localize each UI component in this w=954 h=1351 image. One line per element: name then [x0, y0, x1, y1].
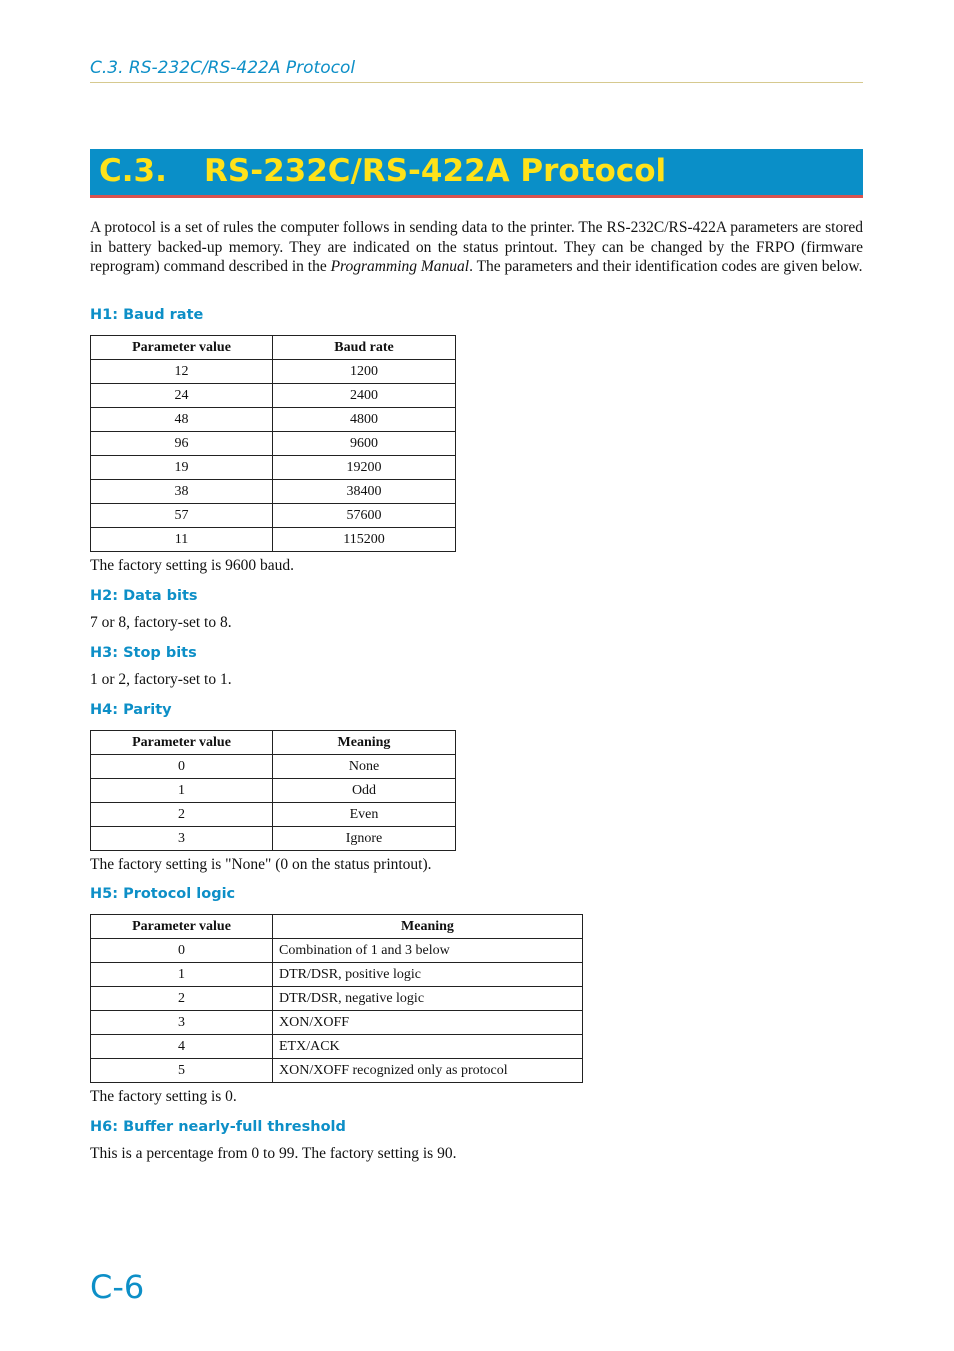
parameter-value-cell: 24	[91, 384, 273, 408]
intro-paragraph	[90, 218, 863, 277]
parameter-value-cell: 11	[91, 528, 273, 552]
value-cell: DTR/DSR, negative logic	[273, 987, 583, 1011]
intro-text-after: . The parameters and their identification codes are given below.	[469, 258, 863, 275]
parameter-value-cell: 19	[91, 456, 273, 480]
value-cell: 2400	[273, 384, 456, 408]
parameter-value-cell: 1	[91, 963, 273, 987]
table-row	[91, 1035, 583, 1059]
parameter-value-cell: 38	[91, 480, 273, 504]
heading-h3: H3: Stop bits	[90, 645, 197, 661]
parameter-value-cell: 3	[91, 1011, 273, 1035]
parameter-value-cell: 5	[91, 1059, 273, 1083]
table-row	[91, 504, 456, 528]
column-header: Baud rate	[273, 336, 456, 360]
column-header: Meaning	[273, 915, 583, 939]
table-row	[91, 408, 456, 432]
value-cell: DTR/DSR, positive logic	[273, 963, 583, 987]
column-header: Parameter value	[91, 731, 273, 755]
parameter-value-cell: 57	[91, 504, 273, 528]
value-cell: 57600	[273, 504, 456, 528]
value-cell: XON/XOFF recognized only as protocol	[273, 1059, 583, 1083]
table-row	[91, 480, 456, 504]
value-cell: 4800	[273, 408, 456, 432]
table-row	[91, 528, 456, 552]
value-cell: 115200	[273, 528, 456, 552]
table-row	[91, 963, 583, 987]
parameter-value-cell: 2	[91, 987, 273, 1011]
column-header: Parameter value	[91, 336, 273, 360]
note-h5: The factory setting is 0.	[90, 1088, 237, 1105]
parity-table	[90, 730, 456, 851]
table-row	[91, 432, 456, 456]
note-h2: 7 or 8, factory-set to 8.	[90, 614, 232, 631]
parameter-value-cell: 0	[91, 755, 273, 779]
value-cell: None	[273, 755, 456, 779]
protocol-logic-table	[90, 914, 583, 1083]
section-title: RS-232C/RS-422A Protocol	[204, 153, 667, 189]
parameter-value-cell: 48	[91, 408, 273, 432]
table-row	[91, 456, 456, 480]
heading-h6: H6: Buffer nearly-full threshold	[90, 1119, 346, 1135]
parameter-value-cell: 4	[91, 1035, 273, 1059]
value-cell: 38400	[273, 480, 456, 504]
heading-h4: H4: Parity	[90, 702, 172, 718]
value-cell: 19200	[273, 456, 456, 480]
table-row	[91, 360, 456, 384]
value-cell: ETX/ACK	[273, 1035, 583, 1059]
column-header: Meaning	[273, 731, 456, 755]
value-cell: Odd	[273, 779, 456, 803]
heading-h1: H1: Baud rate	[90, 307, 204, 323]
note-h4: The factory setting is "None" (0 on the status printout).	[90, 856, 432, 873]
table-row	[91, 1059, 583, 1083]
table-row	[91, 755, 456, 779]
value-cell: Ignore	[273, 827, 456, 851]
table-row	[91, 803, 456, 827]
table-row	[91, 779, 456, 803]
parameter-value-cell: 0	[91, 939, 273, 963]
column-header: Parameter value	[91, 915, 273, 939]
table-row	[91, 939, 583, 963]
page-number: C-6	[90, 1268, 145, 1306]
parameter-value-cell: 2	[91, 803, 273, 827]
table-row	[91, 1011, 583, 1035]
intro-emphasis: Programming Manual	[330, 258, 470, 275]
parameter-value-cell: 12	[91, 360, 273, 384]
table-row	[91, 987, 583, 1011]
parameter-value-cell: 1	[91, 779, 273, 803]
parameter-value-cell: 3	[91, 827, 273, 851]
value-cell: XON/XOFF	[273, 1011, 583, 1035]
note-h1: The factory setting is 9600 baud.	[90, 557, 295, 574]
baud-rate-table	[90, 335, 456, 552]
section-banner	[90, 149, 863, 198]
running-header: C.3. RS-232C/RS-422A Protocol	[90, 58, 863, 83]
note-h3: 1 or 2, factory-set to 1.	[90, 671, 232, 688]
intro-text-before: A protocol is a set of rules the computer follows in sending data to the printer. The RS-232C/RS-422A parameters are stored in battery backed-up memory. They are indicated on the status printout. They can be changed by the FRPO (firmware reprogram) command described in the	[90, 219, 863, 275]
heading-h2: H2: Data bits	[90, 588, 198, 604]
value-cell: Combination of 1 and 3 below	[273, 939, 583, 963]
value-cell: 9600	[273, 432, 456, 456]
note-h6: This is a percentage from 0 to 99. The factory setting is 90.	[90, 1145, 457, 1162]
value-cell: Even	[273, 803, 456, 827]
section-number: C.3.	[99, 153, 167, 189]
heading-h5: H5: Protocol logic	[90, 886, 236, 902]
table-row	[91, 827, 456, 851]
value-cell: 1200	[273, 360, 456, 384]
parameter-value-cell: 96	[91, 432, 273, 456]
table-row	[91, 384, 456, 408]
